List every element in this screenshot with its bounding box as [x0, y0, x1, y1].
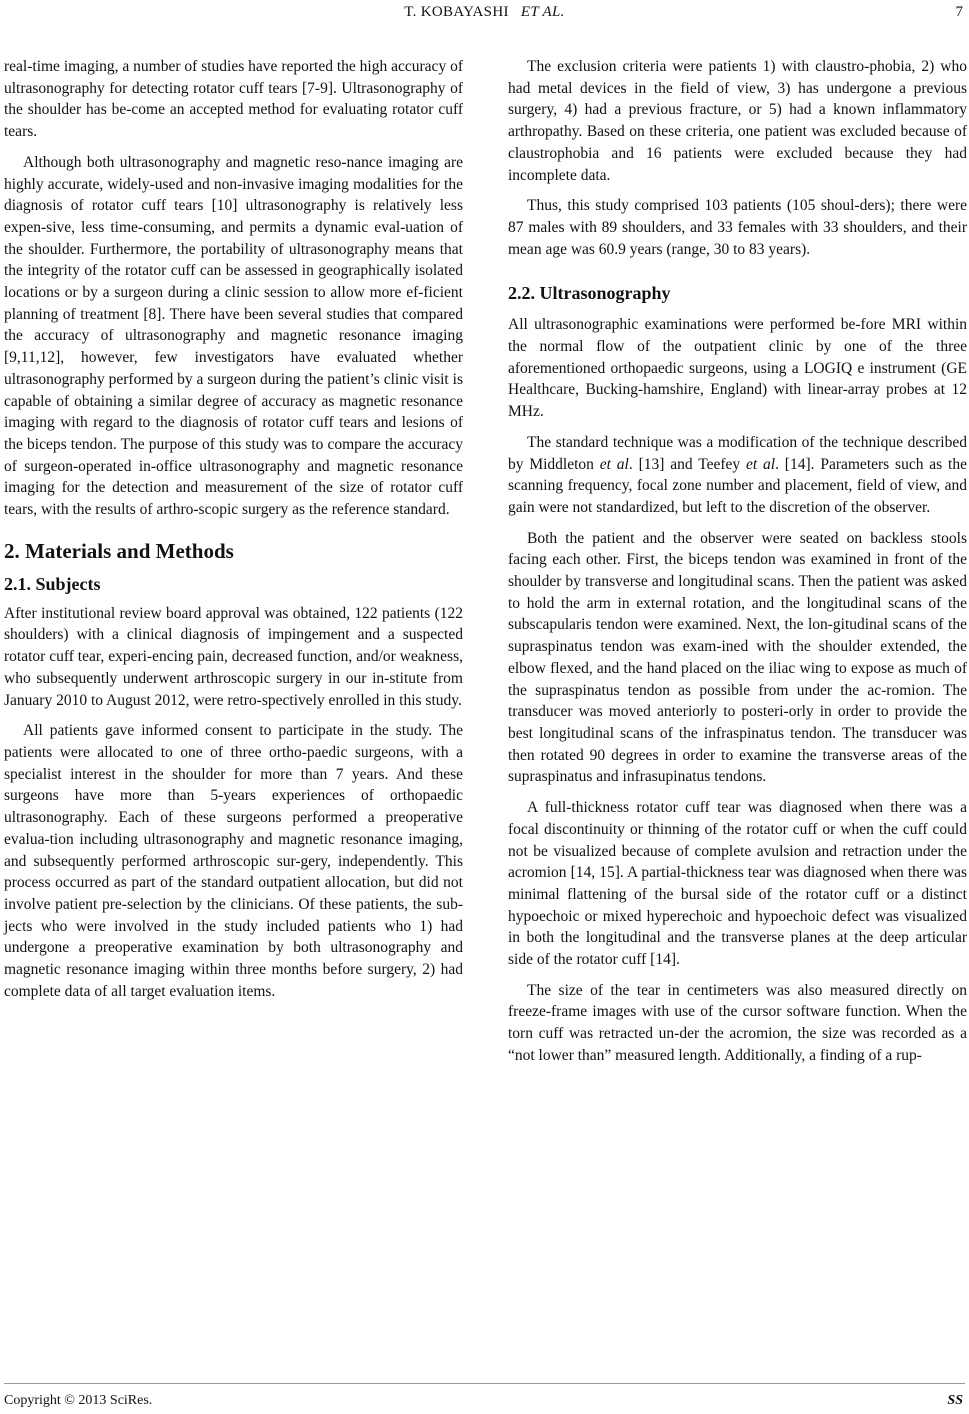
footer-divider	[4, 1383, 965, 1384]
paragraph: Although both ultrasonography and magnetic reso-nance imaging are highly accurate, widely-used and non-invasive imaging modalities for the diagnosis of rotator cuff tears [10] ultrasonography is relatively less expen-sive, less time-consuming, and permits a dynamic eval-uation of the shoulder. Furthermore, the portability of ultrasonography means that the integrity of the rotator cuff can be assessed in geographically isolated locations or by a surgeon during a clinic session to allow more ef-ficient planning of treatment [8]. There have been several studies that compared the accuracy of ultrasonography and magnetic resonance imaging [9,11,12], however, few investigators have evaluated whether ultrasonography performed by a surgeon during the patient’s clinic visit is capable of obtaining a similar degree of accuracy as magnetic resonance imaging with regard to the diagnosis of rotator cuff tears and lesions of the biceps tendon. The purpose of this study was to compare the accuracy of surgeon-operated in-office ultrasonography and magnetic resonance imaging for the detection and measurement of the size of rotator cuff tears, with the results of arthro-scopic surgery as the reference standard.	[4, 153, 463, 519]
page-number: 7	[955, 4, 963, 20]
section-heading: 2. Materials and Methods	[4, 538, 234, 563]
paragraph: The size of the tear in centimeters was also measured directly on freeze-frame images with use of the cursor software function. When the torn cuff was retracted un-der the acromion, the size was recorded as a “not lower than” measured length. Additionally, a finding of a rup-	[508, 981, 967, 1064]
paragraph: real-time imaging, a number of studies have reported the high accuracy of ultrasonography for detecting rotator cuff tears [7-9]. Ultrasonography of the shoulder has be-come an accepted method for evaluating rotator cuff tears.	[4, 58, 463, 141]
footer-journal-abbrev: SS	[947, 1393, 963, 1408]
header-authors: T. KOBAYASHI	[404, 4, 509, 20]
header-etal: ET AL.	[520, 4, 565, 20]
footer-copyright: Copyright © 2013 SciRes.	[4, 1393, 153, 1408]
right-column	[508, 56, 967, 1076]
paragraph: Thus, this study comprised 103 patients (105 shoul-ders); there were 87 males with 89 shoulders, and 33 females with 33 shoulders, and their mean age was 60.9 years (range, 30 to 83 years).	[508, 197, 967, 258]
text-run: . [13] and Teefey	[628, 455, 746, 473]
text-run: . [14]. Parameters such as the scanning frequency, focal zone number and placement, field of view, and gain were not standardized, but left to the discretion of the observer.	[508, 455, 967, 516]
subsection-heading: 2.1. Subjects	[4, 573, 101, 594]
left-column	[4, 56, 463, 1011]
paragraph: The exclusion criteria were patients 1) with claustro-phobia, 2) who had metal devices in the field of view, 3) has undergone a previous surgery, 4) had a previous fracture, or 5) had a known inflammatory arthropathy. Based on these criteria, one patient was excluded because of claustrophobia and 16 patients were excluded because they had incomplete data.	[508, 58, 967, 184]
paragraph: All ultrasonographic examinations were performed be-fore MRI within the normal flow of the outpatient clinic by one of the three aforementioned orthopaedic surgeons, using a LOGIQ e instrument (GE Healthcare, Bucking-hamshire, England) with linear-array probes at 12 MHz.	[508, 316, 967, 421]
paragraph: All patients gave informed consent to participate in the study. The patients were allocated to one of three ortho-paedic surgeons, with a specialist interest in the shoulder for more than 7 years. And these surgeons have more than 5-years experiences of orthopaedic ultrasonography. Each of these surgeons performed a preoperative evalua-tion including ultrasonography and magnetic resonance imaging, and subsequently performed arthroscopic sur-gery, independently. This process occurred as part of the standard outpatient allocation, but did not involve patient pre-selection by the clinicians. Of these patients, the sub-jects who were involved in the study included patients who 1) had undergone a preoperative examination by both ultrasonography and magnetic resonance imaging within three months before surgery, 2) had complete data of all target evaluation items.	[4, 722, 463, 1000]
paragraph: A full-thickness rotator cuff tear was diagnosed when there was a focal discontinuity or thinning of the rotator cuff or when the cuff could not be visualized because of complete avulsion and retraction under the acromion [14, 15]. A partial-thickness tear was diagnosed when there was minimal flattening of the bursal side of the rotator cuff or a distinct hypoechoic or mixed hyperechoic and hypoechoic defect was visualized in both the longitudinal and the transverse planes at the deep articular side of the rotator cuff [14].	[508, 799, 967, 969]
paragraph: Both the patient and the observer were seated on backless stools facing each other. First, the biceps tendon was examined in front of the shoulder by transverse and longitudinal scans. Then the patient was asked to hold the arm in external rotation, and the longitudinal scans of the subscapularis tendon were examined. Next, the lon-gitudinal scans of the supraspinatus tendon was exam-ined with the shoulder extended, the elbow flexed, and the hand placed on the iliac wing to expose as much of the supraspinatus tendon as possible from under the ac-romion. The transducer was moved anteriorly to posteri-orly in order to provide the best longitudinal scans of the infraspinatus tendon. The transducer was then rotated 90 degrees in order to examine the transverse areas of the supraspinatus and infrasupinatus tendons.	[508, 529, 967, 786]
subsection-heading: 2.2. Ultrasonography	[508, 283, 671, 304]
italic-etal: et al	[745, 455, 776, 473]
paragraph	[508, 432, 967, 519]
paragraph: After institutional review board approval was obtained, 122 patients (122 shoulders) with a clinical diagnosis of impingement and a suspected rotator cuff tear, experi-encing pain, decreased function, and/or weakness, who subsequently underwent arthroscopic surgery in our in-stitute from January 2010 to August 2012, were retro-spectively enrolled in this study.	[4, 604, 463, 709]
italic-etal: et al	[599, 455, 629, 473]
text-run: The standard technique was a modification of the technique described by Middleton	[508, 433, 967, 473]
running-header	[0, 4, 969, 21]
